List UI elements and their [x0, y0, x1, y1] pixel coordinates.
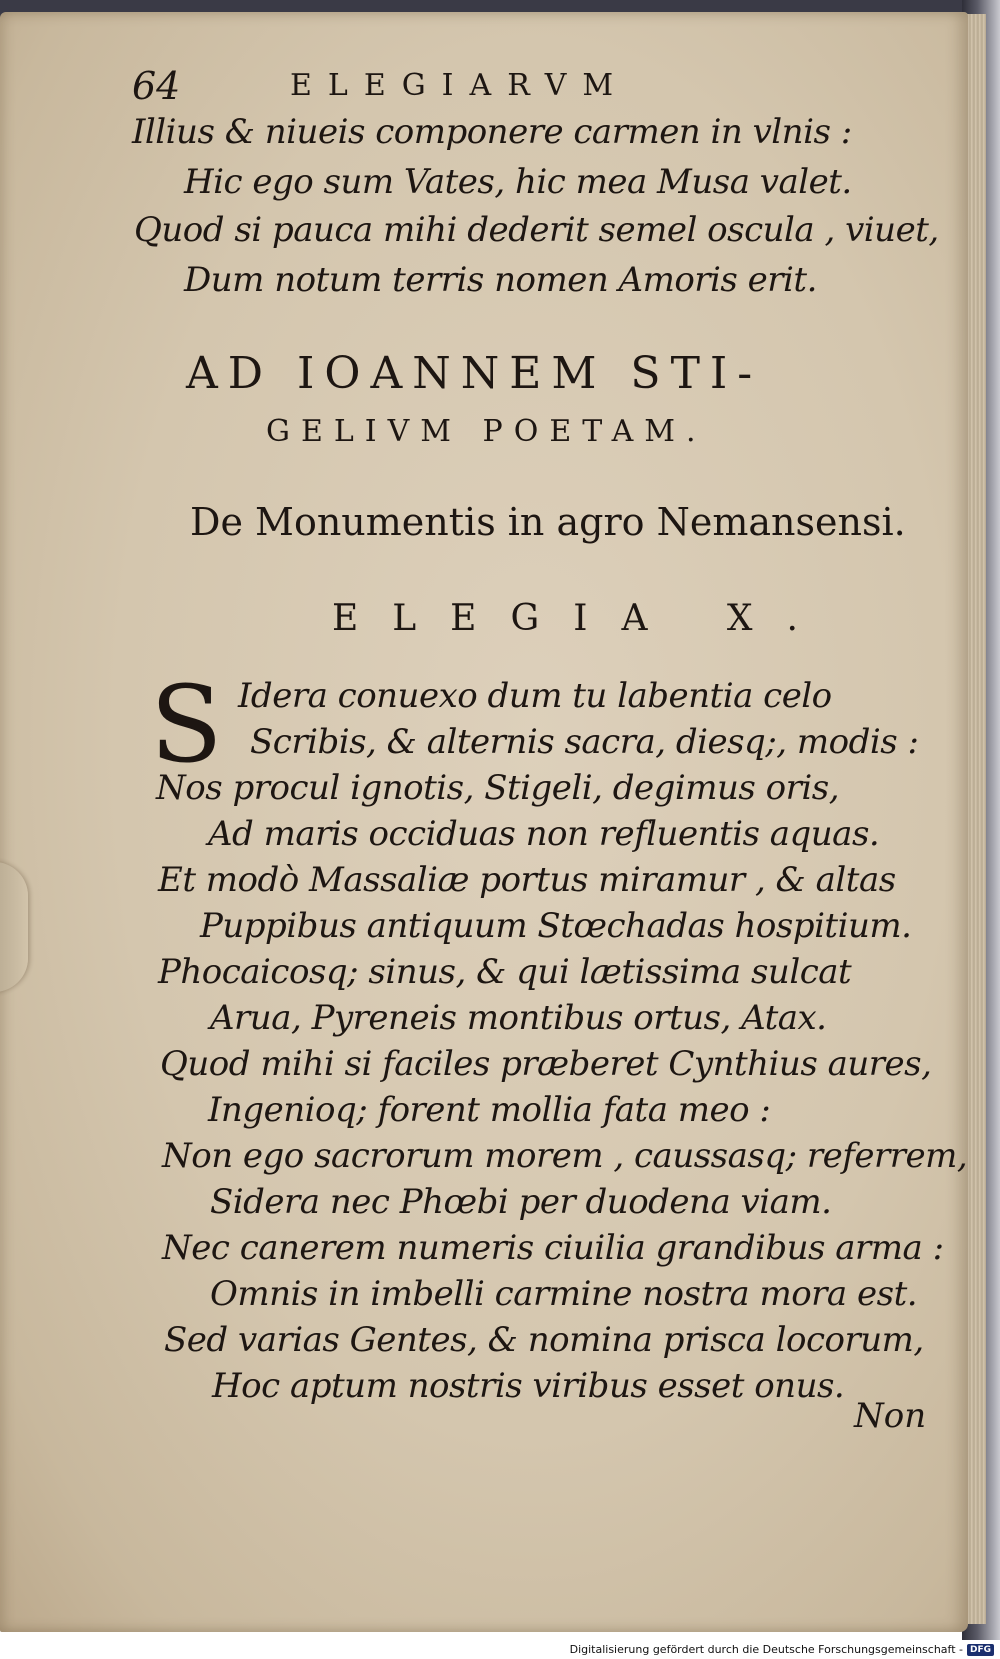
page-number: 64 [132, 64, 181, 108]
elegia-label: ELEGIA X. [332, 598, 832, 639]
poem-line-14: Omnis in imbelli carmine nostra mora est. [210, 1274, 918, 1314]
top-verse-line-3: Quod si pauca mihi dederit semel oscula , viuet, [134, 210, 939, 250]
poem-line-12: Sidera nec Phœbi per duodena viam. [210, 1182, 832, 1222]
poem-line-3: Nos procul ignotis, Stigeli, degimus oris, [156, 768, 840, 808]
poem-line-5: Et modò Massaliæ portus miramur , & altas [158, 860, 896, 900]
poem-line-15: Sed varias Gentes, & nomina prisca locorum, [164, 1320, 924, 1360]
paper-page [0, 12, 968, 1632]
poem-line-16: Hoc aptum nostris viribus esset onus. [212, 1366, 845, 1406]
poem-line-11: Non ego sacrorum morem , caussasq; referrem, [162, 1136, 968, 1176]
running-head: ELEGIARVM [290, 68, 630, 103]
poem-line-8: Arua, Pyreneis montibus ortus, Atax. [210, 998, 827, 1038]
poem-line-10: Ingenioq; forent mollia fata meo : [208, 1090, 771, 1130]
drop-capital: S [150, 663, 223, 786]
poem-title-line-1: AD IOANNEM STI- [186, 348, 763, 399]
top-verse-line-4: Dum notum terris nomen Amoris erit. [184, 260, 817, 300]
poem-line-2: Scribis, & alternis sacra, diesq;, modis : [250, 722, 919, 762]
poem-line-7: Phocaicosq; sinus, & qui lætissima sulcat [158, 952, 852, 992]
poem-line-13: Nec canerem numeris ciuilia grandibus arma : [162, 1228, 944, 1268]
poem-subtitle: De Monumentis in agro Nemansensi. [190, 500, 906, 544]
poem-title-line-2: GELIVM POETAM. [266, 414, 707, 449]
top-verse-line-1: Illius & niueis componere carmen in vlnis : [132, 112, 852, 152]
poem-line-1: Idera conuexo dum tu labentia celo [238, 676, 832, 716]
dfg-logo: DFG [967, 1644, 994, 1656]
poem-line-6: Puppibus antiquum Stœchadas hospitium. [200, 906, 912, 946]
catchword: Non [854, 1396, 927, 1436]
poem-line-4: Ad maris occiduas non refluentis aquas. [208, 814, 880, 854]
page-fold-tab [0, 862, 28, 992]
credit-text: Digitalisierung gefördert durch die Deutsche Forschungsgemeinschaft - [569, 1643, 963, 1656]
poem-line-9: Quod mihi si faciles præberet Cynthius aures, [160, 1044, 932, 1084]
top-verse-line-2: Hic ego sum Vates, hic mea Musa valet. [184, 162, 852, 202]
digitization-credit [570, 1643, 994, 1656]
